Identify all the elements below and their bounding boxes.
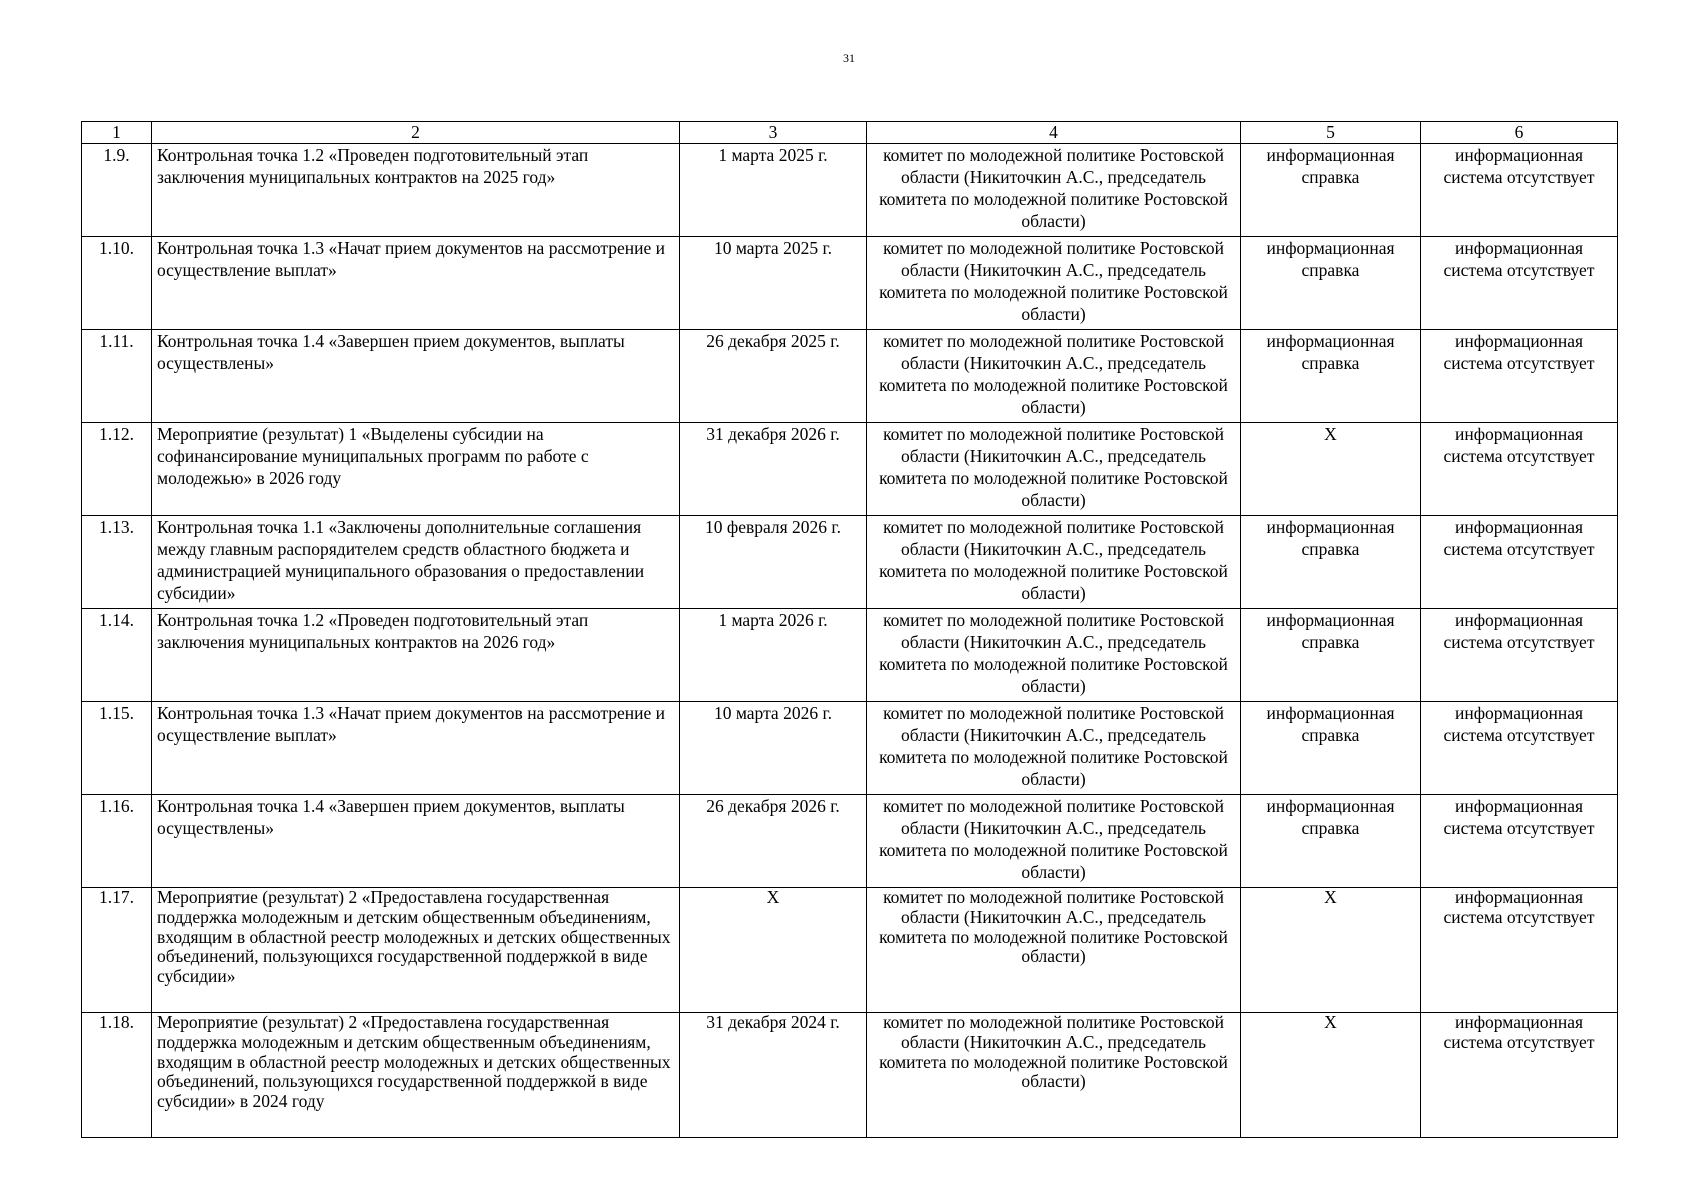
table-row xyxy=(82,423,1618,516)
row-responsible: комитет по молодежной политике Ростовской области (Никиточкин А.С., председатель комитета по молодежной политике Ростовской области) xyxy=(867,702,1241,795)
row-responsible: комитет по молодежной политике Ростовской области (Никиточкин А.С., председатель комитета по молодежной политике Ростовской области) xyxy=(867,330,1241,423)
row-title: Контрольная точка 1.2 «Проведен подготовительный этап заключения муниципальных контрактов на 2026 год» xyxy=(152,609,680,702)
table-row xyxy=(82,702,1618,795)
table-row xyxy=(82,237,1618,330)
row-info-system: информационная система отсутствует xyxy=(1421,888,1618,1013)
row-number: 1.18. xyxy=(82,1013,152,1138)
row-title: Мероприятие (результат) 1 «Выделены субсидии на софинансирование муниципальных программ по работе с молодежью» в 2026 году xyxy=(152,423,680,516)
row-number: 1.17. xyxy=(82,888,152,1013)
row-number: 1.10. xyxy=(82,237,152,330)
row-responsible: комитет по молодежной политике Ростовской области (Никиточкин А.С., председатель комитета по молодежной политике Ростовской области) xyxy=(867,1013,1241,1138)
row-deadline: 1 марта 2026 г. xyxy=(680,609,867,702)
row-responsible: комитет по молодежной политике Ростовской области (Никиточкин А.С., председатель комитета по молодежной политике Ростовской области) xyxy=(867,516,1241,609)
row-info-system: информационная система отсутствует xyxy=(1421,237,1618,330)
column-header-1: 1 xyxy=(82,122,152,144)
row-info-system: информационная система отсутствует xyxy=(1421,1013,1618,1138)
row-document: информационная справка xyxy=(1241,237,1421,330)
column-header-6: 6 xyxy=(1421,122,1618,144)
row-document: информационная справка xyxy=(1241,795,1421,888)
row-number: 1.9. xyxy=(82,144,152,237)
row-document: информационная справка xyxy=(1241,144,1421,237)
row-info-system: информационная система отсутствует xyxy=(1421,516,1618,609)
row-responsible: комитет по молодежной политике Ростовской области (Никиточкин А.С., председатель комитета по молодежной политике Ростовской области) xyxy=(867,423,1241,516)
page-number: 31 xyxy=(843,51,855,65)
row-title: Контрольная точка 1.3 «Начат прием документов на рассмотрение и осуществление выплат» xyxy=(152,702,680,795)
row-document: Х xyxy=(1241,888,1421,1013)
row-title: Контрольная точка 1.4 «Завершен прием документов, выплаты осуществлены» xyxy=(152,330,680,423)
row-deadline: 26 декабря 2026 г. xyxy=(680,795,867,888)
row-responsible: комитет по молодежной политике Ростовской области (Никиточкин А.С., председатель комитета по молодежной политике Ростовской области) xyxy=(867,144,1241,237)
table-row xyxy=(82,795,1618,888)
table-header xyxy=(82,122,1618,144)
row-deadline: 31 декабря 2026 г. xyxy=(680,423,867,516)
row-title: Контрольная точка 1.2 «Проведен подготовительный этап заключения муниципальных контрактов на 2025 год» xyxy=(152,144,680,237)
row-title: Мероприятие (результат) 2 «Предоставлена государственная поддержка молодежным и детским общественным объединениям, входящим в областной реестр молодежных и детских общественных объединений, пользующихся государственной поддержкой в виде субсидии» в 2024 году xyxy=(152,1013,680,1138)
row-document: информационная справка xyxy=(1241,330,1421,423)
table-row xyxy=(82,330,1618,423)
row-title: Контрольная точка 1.3 «Начат прием документов на рассмотрение и осуществление выплат» xyxy=(152,237,680,330)
row-document: Х xyxy=(1241,1013,1421,1138)
row-responsible: комитет по молодежной политике Ростовской области (Никиточкин А.С., председатель комитета по молодежной политике Ростовской области) xyxy=(867,888,1241,1013)
row-deadline: 10 февраля 2026 г. xyxy=(680,516,867,609)
row-deadline: 26 декабря 2025 г. xyxy=(680,330,867,423)
row-title: Контрольная точка 1.4 «Завершен прием документов, выплаты осуществлены» xyxy=(152,795,680,888)
row-responsible: комитет по молодежной политике Ростовской области (Никиточкин А.С., председатель комитета по молодежной политике Ростовской области) xyxy=(867,609,1241,702)
row-info-system: информационная система отсутствует xyxy=(1421,795,1618,888)
table-row xyxy=(82,516,1618,609)
column-header-3: 3 xyxy=(680,122,867,144)
column-header-4: 4 xyxy=(867,122,1241,144)
row-number: 1.16. xyxy=(82,795,152,888)
table-row xyxy=(82,1013,1618,1138)
row-number: 1.12. xyxy=(82,423,152,516)
column-header-2: 2 xyxy=(152,122,680,144)
table-row xyxy=(82,609,1618,702)
column-header-5: 5 xyxy=(1241,122,1421,144)
schedule-table xyxy=(81,121,1618,1138)
row-deadline: 1 марта 2025 г. xyxy=(680,144,867,237)
row-number: 1.11. xyxy=(82,330,152,423)
row-responsible: комитет по молодежной политике Ростовской области (Никиточкин А.С., председатель комитета по молодежной политике Ростовской области) xyxy=(867,795,1241,888)
row-document: информационная справка xyxy=(1241,516,1421,609)
row-document: информационная справка xyxy=(1241,702,1421,795)
table-row xyxy=(82,888,1618,1013)
row-info-system: информационная система отсутствует xyxy=(1421,330,1618,423)
column-number-row xyxy=(82,122,1618,144)
row-deadline: 31 декабря 2024 г. xyxy=(680,1013,867,1138)
row-document: информационная справка xyxy=(1241,609,1421,702)
table-row xyxy=(82,144,1618,237)
row-info-system: информационная система отсутствует xyxy=(1421,423,1618,516)
row-number: 1.13. xyxy=(82,516,152,609)
row-info-system: информационная система отсутствует xyxy=(1421,144,1618,237)
row-deadline: 10 марта 2026 г. xyxy=(680,702,867,795)
row-info-system: информационная система отсутствует xyxy=(1421,609,1618,702)
row-deadline: 10 марта 2025 г. xyxy=(680,237,867,330)
row-title: Мероприятие (результат) 2 «Предоставлена государственная поддержка молодежным и детским общественным объединениям, входящим в областной реестр молодежных и детских общественных объединений, пользующихся государственной поддержкой в виде субсидии» xyxy=(152,888,680,1013)
table-body xyxy=(82,144,1618,1138)
row-responsible: комитет по молодежной политике Ростовской области (Никиточкин А.С., председатель комитета по молодежной политике Ростовской области) xyxy=(867,237,1241,330)
row-document: Х xyxy=(1241,423,1421,516)
row-number: 1.14. xyxy=(82,609,152,702)
row-deadline: Х xyxy=(680,888,867,1013)
row-info-system: информационная система отсутствует xyxy=(1421,702,1618,795)
row-number: 1.15. xyxy=(82,702,152,795)
row-title: Контрольная точка 1.1 «Заключены дополнительные соглашения между главным распорядителем средств областного бюджета и администрацией муниципального образования о предоставлении субсидии» xyxy=(152,516,680,609)
